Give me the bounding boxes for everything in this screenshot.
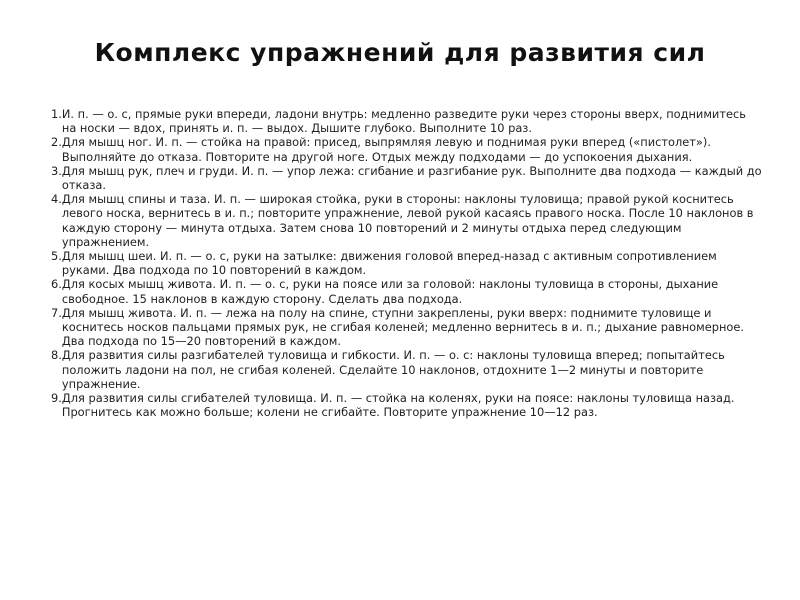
item-text: Для развития силы сгибателей туловища. И. п. — стойка на коленях, руки на поясе: наклоны туловища назад. Прогнитесь как можно больше; колени не сгибайте. Повторите упражнение 10—12 раз.: [61, 391, 735, 420]
item-number: 8.: [51, 348, 62, 363]
list-item: [51, 135, 763, 163]
item-text: Для мышц живота. И. п. — лежа на полу на спине, ступни закреплены, руки вверх: поднимите туловище и коснитесь носков пальцами прямых рук, не сгибая коленей; медленно вернитесь в и. п.; дыхание равномерное. Два подхода по 15—20 повторений в каждом.: [61, 305, 745, 349]
item-text: Для мышц ног. И. п. — стойка на правой: присед, выпрямляя левую и поднимая руки вперед («пистолет»). Выполняйте до отказа. Повторите на другой ноге. Отдых между подходами — до успокоения дыхания.: [61, 135, 711, 164]
list-item: [51, 164, 763, 192]
list-item: [51, 192, 763, 249]
list-item: [51, 348, 763, 391]
list-item: [51, 277, 763, 305]
item-number: 1.: [51, 107, 62, 121]
list-item: [51, 391, 763, 419]
item-number: 2.: [51, 135, 62, 150]
list-item: [51, 107, 763, 135]
item-text: Для мышц рук, плеч и груди. И. п. — упор лежа: сгибание и разгибание рук. Выполните два подхода — каждый до отказа.: [61, 163, 762, 193]
item-text: И. п. — о. с, прямые руки впереди, ладони внутрь: медленно разведите руки через стороны вверх, поднимитесь на носки — вдох, принять и. п. — выдох. Дышите глубоко. Выполните 10 раз.: [61, 107, 746, 136]
slide-title: Комплекс упражнений для развития сил: [94, 38, 706, 67]
item-text: Для развития силы разгибателей туловища и гибкости. И. п. — о. с: наклоны туловища вперед; попытайтесь положить ладони на пол, не сгибая коленей. Сделайте 10 наклонов, отдохните 1—2 минуты и повторите упражнение.: [61, 348, 725, 391]
item-number: 4.: [51, 192, 62, 207]
item-text: Для мышц спины и таза. И. п. — широкая стойка, руки в стороны: наклоны туловища; правой рукой коснитесь левого носка, вернитесь в и. п.; повторите упражнение, левой рукой касаясь правого носка. После 10 наклонов в каждую сторону — минута отдыха. Затем снова 10 повторений и 2 минуты отдыха перед следующим упражнением.: [61, 192, 754, 249]
item-text: Для косых мышц живота. И. п. — о. с, руки на поясе или за головой: наклоны туловища в стороны, дыхание свободное. 15 наклонов в каждую сторону. Сделать два подхода.: [61, 277, 719, 306]
item-number: 6.: [51, 277, 62, 292]
item-number: 3.: [51, 163, 62, 178]
item-text: Для мышц шеи. И. п. — о. с, руки на затылке: движения головой вперед-назад с активным сопротивлением руками. Два подхода по 10 повторений в каждом.: [61, 249, 717, 278]
item-number: 9.: [51, 391, 62, 406]
list-item: [51, 306, 763, 349]
item-number: 5.: [51, 249, 62, 264]
item-number: 7.: [51, 305, 62, 320]
list-item: [51, 249, 763, 277]
exercise-list: [51, 107, 763, 419]
